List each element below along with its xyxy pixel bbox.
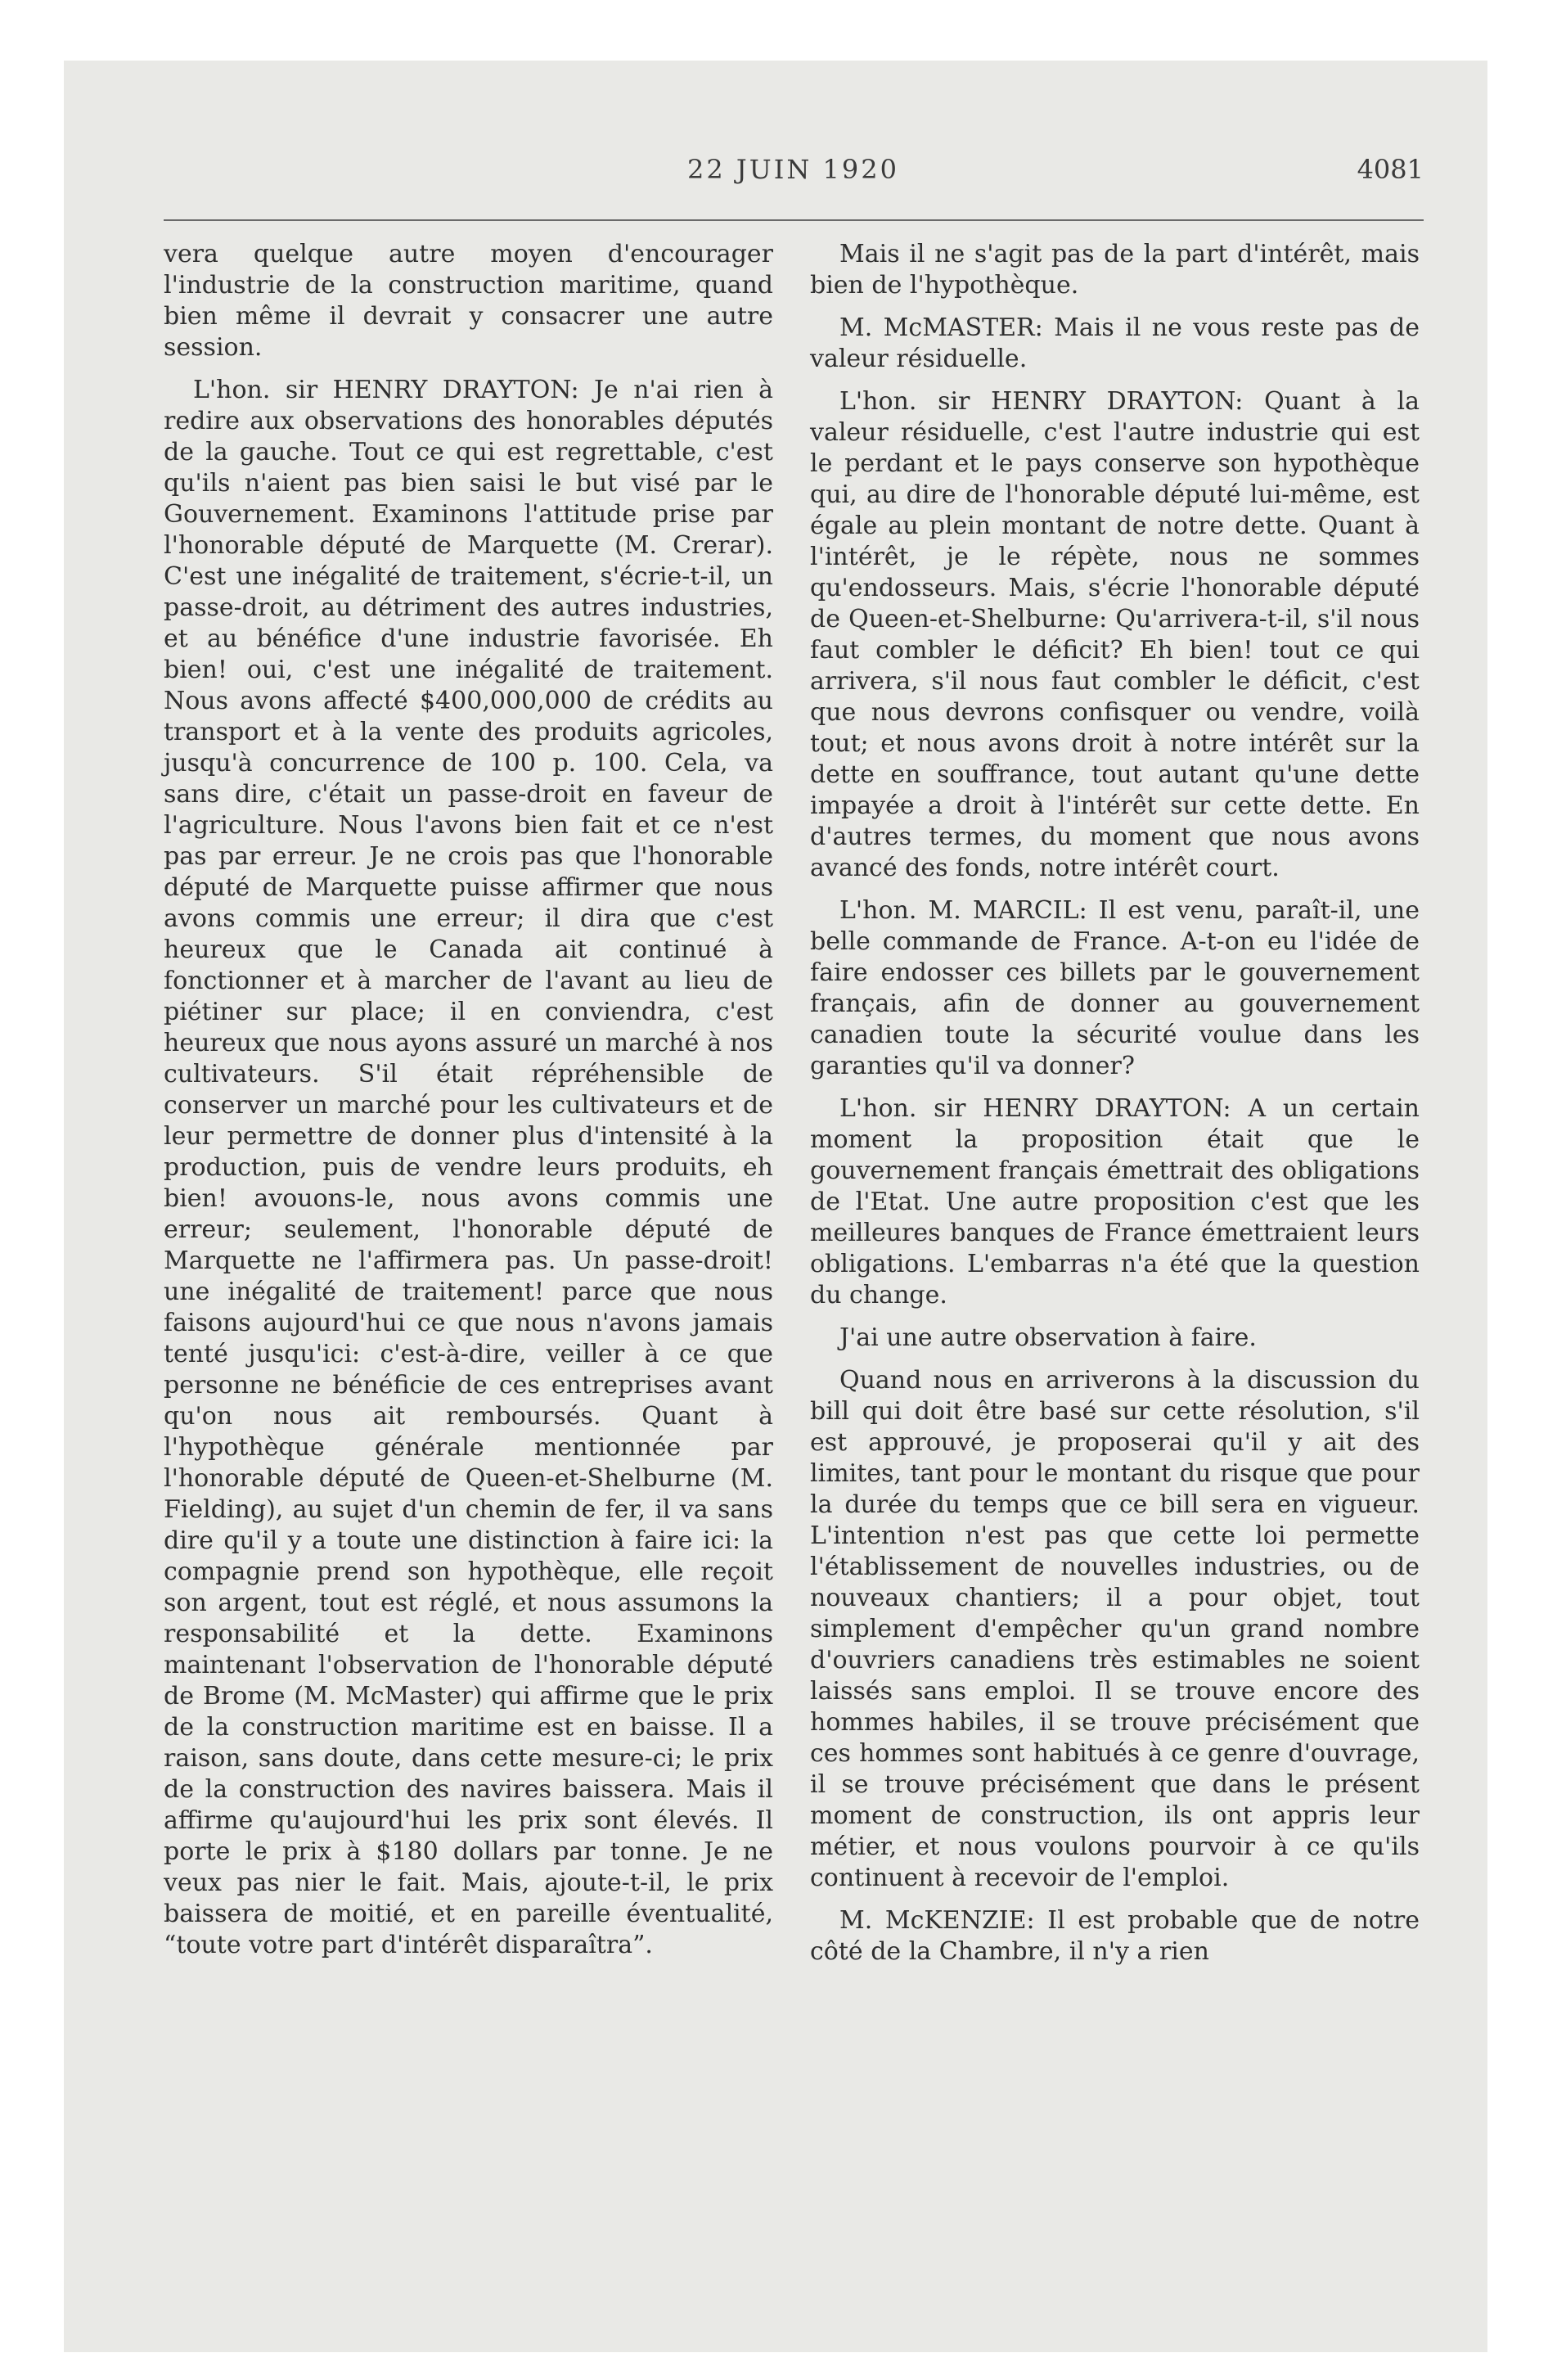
header-rule [164, 219, 1424, 221]
page-header [164, 97, 1424, 185]
paragraph: L'hon. sir HENRY DRAYTON: Quant à la valeur résiduelle, c'est l'autre industrie qui est le perdant et le pays conserve son hypothèque qui, au dire de l'honorable député lui-même, est égale au plein montant de notre dette. Quant à l'intérêt, je le répète, nous ne sommes qu'endosseurs. Mais, s'écrie l'honorable député de Queen-et-Shelburne: Qu'arrivera-t-il, s'il nous faut combler le déficit? Eh bien! tout ce qui arrivera, s'il nous faut combler le déficit, c'est que nous devrons confisquer ou vendre, voilà tout; et nous avons droit à notre intérêt sur la dette en souffrance, tout autant qu'une dette impayée a droit à l'intérêt sur cette dette. En d'autres termes, du moment que nous avons avancé des fonds, notre intérêt court. [810, 387, 1420, 882]
paragraph: vera quelque autre moyen d'encourager l'industrie de la construction maritime, quand bien même il devrait y consacrer une autre session. [164, 240, 773, 362]
right-column [810, 239, 1420, 1979]
left-column [164, 239, 773, 1972]
paragraph: L'hon. sir HENRY DRAYTON: A un certain moment la proposition était que le gouvernement français émettrait des obligations de l'Etat. Une autre proposition c'est que les meilleures banques de France émettraient leurs obligations. L'embarras n'a été que la question du change. [810, 1094, 1420, 1309]
paragraph: Mais il ne s'agit pas de la part d'intérêt, mais bien de l'hypothèque. [810, 240, 1420, 300]
paragraph: M. McMASTER: Mais il ne vous reste pas de valeur résiduelle. [810, 313, 1420, 373]
paragraph: J'ai une autre observation à faire. [839, 1323, 1257, 1352]
page-number: 4081 [1357, 154, 1424, 185]
page-date: 22 JUIN 1920 [687, 154, 899, 185]
paragraph: L'hon. M. MARCIL: Il est venu, paraît-il, une belle commande de France. A-t-on eu l'idée de faire endosser ces billets par le gouvernement français, afin de donner au gouvernement canadien toute la sécurité voulue dans les garanties qu'il va donner? [810, 896, 1420, 1080]
paragraph: M. McKENZIE: Il est probable que de notre côté de la Chambre, il n'y a rien [810, 1906, 1420, 1966]
paragraph: Quand nous en arriverons à la discussion du bill qui doit être basé sur cette résolution, s'il est approuvé, je proposerai qu'il y ait des limites, tant pour le montant du risque que pour la durée du temps que ce bill sera en vigueur. L'intention n'est pas que cette loi permette l'établissement de nouvelles industries, ou de nouveaux chantiers; il a pour objet, tout simplement d'empêcher qu'un grand nombre d'ouvriers canadiens très estimables ne soient laissés sans emploi. Il se trouve encore des hommes habiles, il se trouve précisément que ces hommes sont habitués à ce genre d'ouvrage, il se trouve précisément que dans le présent moment de construction, ils ont appris leur métier, et nous voulons pourvoir à ce qu'ils continuent à recevoir de l'emploi. [810, 1366, 1420, 1892]
paragraph: L'hon. sir HENRY DRAYTON: Je n'ai rien à redire aux observations des honorables députés de la gauche. Tout ce qui est regrettable, c'est qu'ils n'aient pas bien saisi le but visé par le Gouvernement. Examinons l'attitude prise par l'honorable député de Marquette (M. Crerar). C'est une inégalité de traitement, s'écrie-t-il, un passe-droit, au détriment des autres industries, et au bénéfice d'une industrie favorisée. Eh bien! oui, c'est une inégalité de traitement. Nous avons affecté $400,000,000 de crédits au transport et à la vente des produits agricoles, jusqu'à concurrence de 100 p. 100. Cela, va sans dire, c'était un passe-droit en faveur de l'agriculture. Nous l'avons bien fait et ce n'est pas par erreur. Je ne crois pas que l'honorable député de Marquette puisse affirmer que nous avons commis une erreur; il dira que c'est heureux que le Canada ait continué à fonctionner et à marcher de l'avant au lieu de piétiner sur place; il en conviendra, c'est heureux que nous ayons assuré un marché à nos cultivateurs. S'il était répréhensible de conserver un marché pour les cultivateurs et de leur permettre de donner plus d'intensité à la production, puis de vendre leurs produits, eh bien! avouons-le, nous avons commis une erreur; seulement, l'honorable député de Marquette ne l'affirmera pas. Un passe-droit! une inégalité de traitement! parce que nous faisons aujourd'hui ce que nous n'avons jamais tenté jusqu'ici: c'est-à-dire, veiller à ce que personne ne bénéficie de ces entreprises avant qu'on nous ait remboursés. Quant à l'hypothèque générale mentionnée par l'honorable député de Queen-et-Shelburne (M. Fielding), au sujet d'un chemin de fer, il va sans dire qu'il y a toute une distinction à faire ici: la compagnie prend son hypothèque, elle reçoit son argent, tout est réglé, et nous assumons la responsabilité et la dette. Examinons maintenant l'observation de l'honorable député de Brome (M. McMaster) qui affirme que le prix de la construction maritime est en baisse. Il a raison, sans doute, dans cette mesure-ci; le prix de la construction des navires baissera. Mais il affirme qu'aujourd'hui les prix sont élevés. Il porte le prix à $180 dollars par tonne. Je ne veux pas nier le fait. Mais, ajoute-t-il, le prix baissera de moitié, et en pareille éventualité, “toute votre part d'intérêt disparaîtra”. [164, 376, 773, 1959]
